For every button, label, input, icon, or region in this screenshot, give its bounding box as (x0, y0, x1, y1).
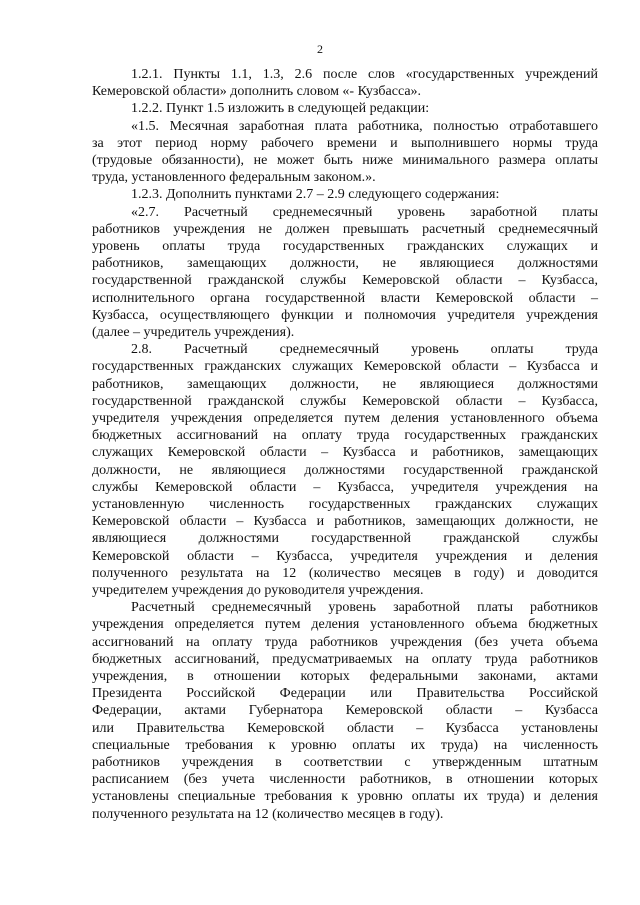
text-line: работников учреждения не должен превышать расчетный среднемесячный (92, 221, 598, 237)
text-line: или Правительства Кемеровской области – Кузбасса установлены (92, 720, 598, 736)
text-line: специальные требования к уровню оплаты их труда) на численность (92, 737, 598, 753)
text-line: 2.8. Расчетный среднемесячный уровень оплаты труда (131, 342, 598, 358)
text-line: расписанием (без учета численности работников, в отношении которых (92, 772, 598, 788)
text-line: должности, не являющиеся должностями государственной гражданской (92, 462, 598, 478)
text-line: работников, замещающих должности, не являющиеся должностями (92, 256, 598, 272)
text-line: «1.5. Месячная заработная плата работника, полностью отработавшего (131, 118, 598, 134)
text-line: Кемеровской области – Кузбасса и работников, замещающих должности, не (92, 514, 598, 530)
text-line: службы Кемеровской области – Кузбасса, учредителя учреждения на (92, 479, 598, 495)
text-line: Федерации, актами Губернатора Кемеровской области – Кузбасса (92, 703, 598, 719)
text-line: Кемеровской области – Кузбасса, учредителя учреждения и деления (92, 548, 598, 564)
text-line: полученного результата на 12 (количество месяцев в году). (92, 806, 444, 822)
text-line: (далее – учредитель учреждения). (92, 325, 295, 340)
text-line: установлены специальные требования к уровню оплаты их труда) и деления (92, 789, 598, 805)
text-line: работников учреждения в соответствии с утвержденным штатным (92, 755, 598, 770)
text-line: служащих Кемеровской области – Кузбасса и работников, замещающих (92, 445, 598, 461)
text-line: 1.2.2. Пункт 1.5 изложить в следующей редакции: (131, 101, 430, 117)
text-line: бюджетных ассигнований на оплату труда государственных гражданских (92, 428, 598, 444)
text-line: учреждения, в отношении которых федеральными законами, актами (92, 669, 598, 684)
text-line: Кузбасса, осуществляющего функции и полномочия учредителя учреждения (92, 307, 598, 323)
text-line: являющиеся должностями государственной гражданской службы (92, 531, 598, 547)
text-line: Кемеровской области» дополнить словом «- Кузбасса». (92, 84, 422, 100)
text-line: государственной гражданской службы Кемеровской области – Кузбасса, (92, 393, 598, 409)
text-line: учредителя учреждения определяется путем деления установленного объема (92, 411, 598, 426)
text-line: 1.2.3. Дополнить пунктами 2.7 – 2.9 следующего содержания: (131, 187, 500, 203)
text-line: учреждения определяется путем деления установленного объема бюджетных (92, 617, 598, 633)
text-line: исполнительного органа государственной власти Кемеровской области – (92, 290, 598, 306)
text-line: 1.2.1. Пункты 1.1, 1.3, 2.6 после слов «государственных учреждений (131, 67, 598, 82)
text-line: уровень оплаты труда государственных гражданских служащих и (92, 239, 598, 254)
text-line: установленную численность государственных гражданских служащих (92, 497, 598, 512)
text-line: Президента Российской Федерации или Правительства Российской (92, 686, 598, 702)
text-line: бюджетных ассигнований, предусматриваемых на оплату труда работников (92, 651, 598, 667)
page-number: 2 (317, 42, 323, 56)
text-line: государственной гражданской службы Кемеровской области – Кузбасса, (92, 273, 598, 289)
text-line: полученного результата на 12 (количество месяцев в году) и доводится (92, 565, 598, 581)
text-line: Расчетный среднемесячный уровень заработной платы работников (131, 600, 598, 616)
text-line: (трудовые обязанности), не может быть ниже минимального размера оплаты (92, 153, 598, 168)
text-line: учредителем учреждения до руководителя учреждения. (92, 583, 424, 598)
text-line: ассигнований на оплату труда работников учреждения (без учета объема (92, 634, 598, 650)
text-line: за этот период норму рабочего времени и выполнившего нормы труда (92, 135, 598, 151)
text-line: государственных гражданских служащих Кемеровской области – Кузбасса и (92, 359, 598, 375)
text-line: труда, установленного федеральным законом.». (92, 170, 376, 186)
text-line: «2.7. Расчетный среднемесячный уровень заработной платы (131, 204, 598, 220)
text-line: работников, замещающих должности, не являющиеся должностями (92, 376, 598, 392)
